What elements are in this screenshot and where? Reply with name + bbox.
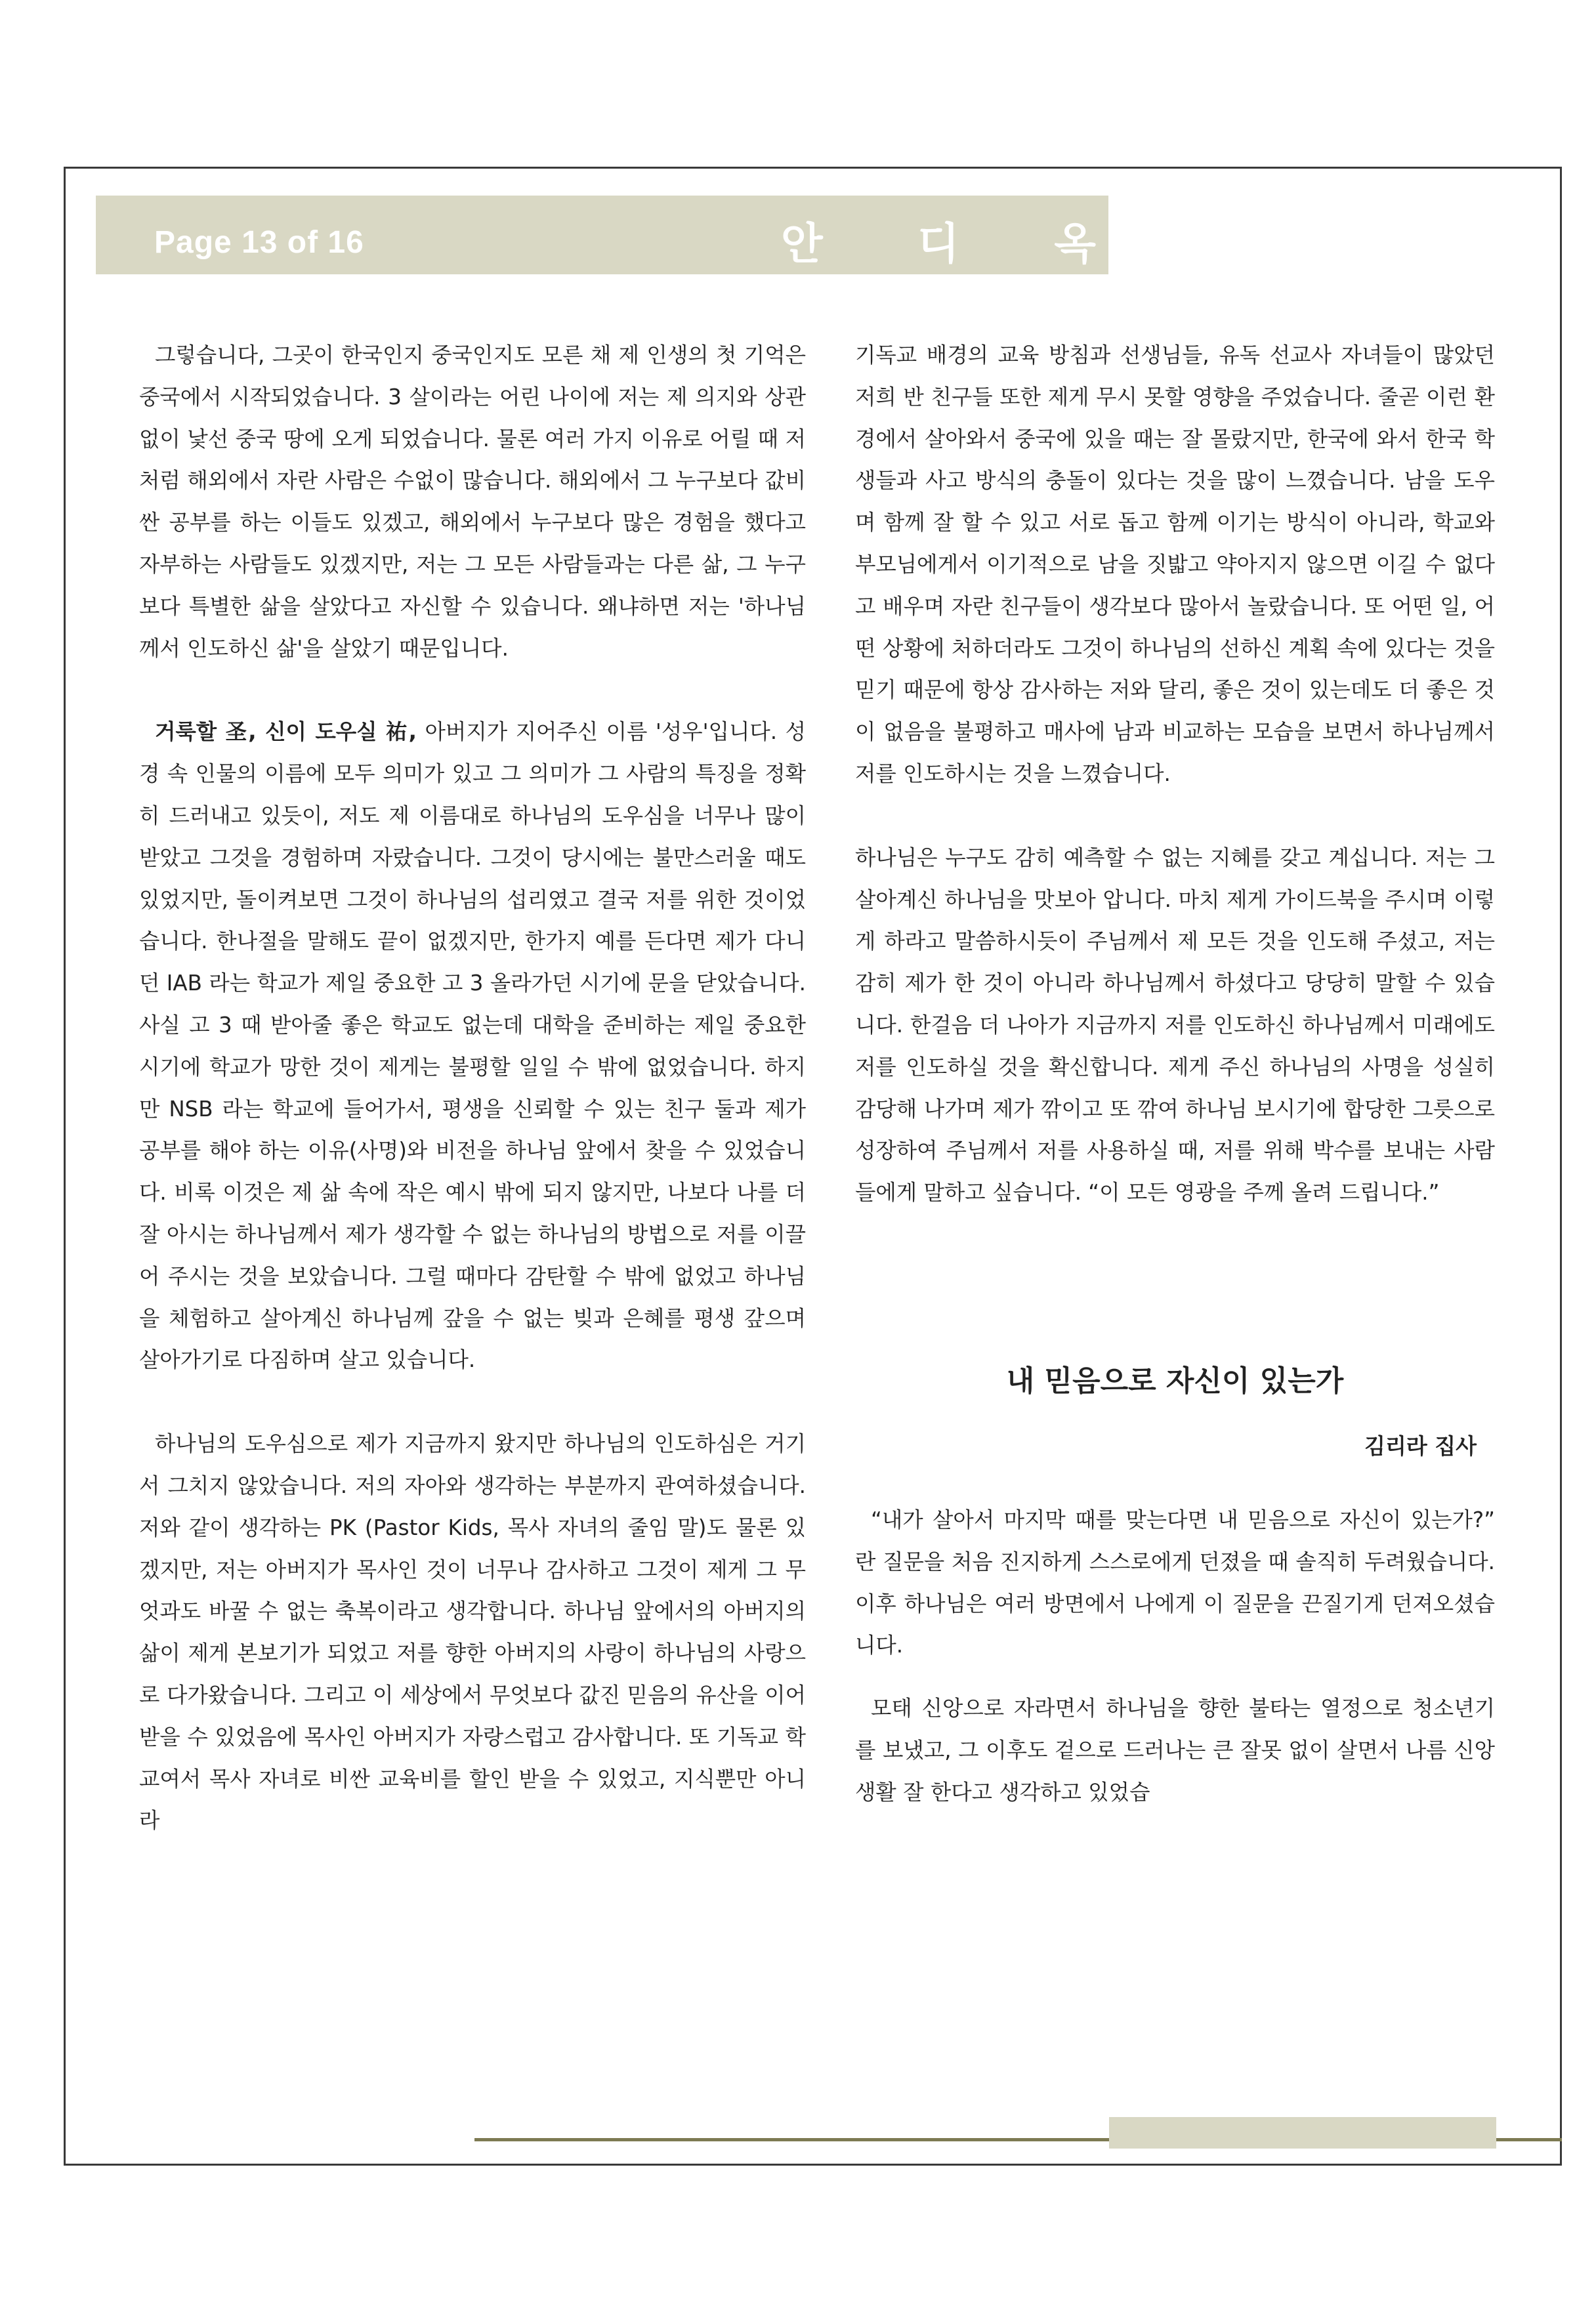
article-paragraph: “내가 살아서 마지막 때를 맞는다면 내 믿음으로 자신이 있는가?” 란 질문을 처음 진지하게 스스로에게 던졌을 때 솔직히 두려웠습니다. 이후 하나님은 여러 방면에서 나에게 이 질문을 끈질기게 던져오셨습니다. xyxy=(855,1507,1495,1658)
right-column xyxy=(855,335,1495,1814)
body-paragraph-text: 아버지가 지어주신 이름 '성우'입니다. 성경 속 인물의 이름에 모두 의미가 있고 그 의미가 그 사람의 특징을 정확히 드러내고 있듯이, 저도 제 이름대로 하나님의 도우심을 너무나 많이 받았고 그것을 경험하며 자랐습니다. 그것이 당시에는 불만스러울 때도 있었지만, 돌이켜보면 그것이 하나님의 섭리였고 결국 저를 위한 것이었습니다. 한나절을 말해도 끝이 없겠지만, 한가지 예를 든다면 제가 다니던 IAB 라는 학교가 제일 중요한 고 3 올라가던 시기에 문을 닫았습니다. 사실 고 3 때 받아줄 좋은 학교도 없는데 대학을 준비하는 제일 중요한 시기에 학교가 망한 것이 제게는 불평할 일일 수 밖에 없었습니다. 하지만 NSB 라는 학교에 들어가서, 평생을 신뢰할 수 있는 친구 둘과 제가 공부를 해야 하는 이유(사명)와 비전을 하나님 앞에서 찾을 수 있었습니다. 비록 이것은 제 삶 속에 작은 예시 밖에 되지 않지만, 나보다 나를 더 잘 아시는 하나님께서 제가 생각할 수 없는 하나님의 방법으로 저를 이끌어 주시는 것을 보았습니다. 그럴 때마다 감탄할 수 밖에 없었고 하나님을 체험하고 살아계신 하나님께 갚을 수 없는 빚과 은혜를 평생 갚으며 살아가기로 다짐하며 살고 있습니다. xyxy=(139,719,806,1373)
body-paragraph: 그렇습니다, 그곳이 한국인지 중국인지도 모른 채 제 인생의 첫 기억은 중국에서 시작되었습니다. 3 살이라는 어린 나이에 저는 제 의지와 상관없이 낯선 중국 땅에 오게 되었습니다. 물론 여러 가지 이유로 어릴 때 저처럼 해외에서 자란 사람은 수없이 많습니다. 해외에서 그 누구보다 값비싼 공부를 하는 이들도 있겠고, 해외에서 누구보다 많은 경험을 했다고 자부하는 사람들도 있겠지만, 저는 그 모든 사람들과는 다른 삶, 그 누구보다 특별한 삶을 살았다고 자신할 수 있습니다. 왜냐하면 저는 '하나님께서 인도하신 삶'을 살았기 때문입니다. xyxy=(139,343,806,661)
name-meaning-emphasis: 거룩할 圣, 신이 도우실 祐, xyxy=(155,719,417,745)
article-author: 김리라 집사 xyxy=(1364,1433,1477,1459)
article-paragraph: 모태 신앙으로 자라면서 하나님을 향한 불타는 열정으로 청소년기를 보냈고, 그 이후도 겉으로 드러나는 큰 잘못 없이 살면서 나름 신앙생활 잘 한다고 생각하고 있었습 xyxy=(855,1696,1495,1805)
page-title-char: 옥 xyxy=(1054,219,1096,269)
article-title: 내 믿음으로 자신이 있는가 xyxy=(1006,1364,1344,1398)
page-title-char: 디 xyxy=(917,219,959,269)
body-paragraph: 하나님의 도우심으로 제가 지금까지 왔지만 하나님의 인도하심은 거기서 그치지 않았습니다. 저의 자아와 생각하는 부분까지 관여하셨습니다. 저와 같이 생각하는 PK (Pastor Kids, 목사 자녀의 줄임 말)도 물론 있겠지만, 저는 아버지가 목사인 것이 너무나 감사하고 그것이 제게 그 무엇과도 바꿀 수 없는 축복이라고 생각합니다. 하나님 앞에서의 아버지의 삶이 제게 본보기가 되었고 저를 향한 아버지의 사랑이 하나님의 사랑으로 다가왔습니다. 그리고 이 세상에서 무엇보다 값진 믿음의 유산을 이어받을 수 있었음에 목사인 아버지가 자랑스럽고 감사합니다. 또 기독교 학교여서 목사 자녀로 비싼 교육비를 할인 받을 수 있었고, 지식뿐만 아니라 xyxy=(139,1431,806,1834)
page-number-label: Page 13 of 16 xyxy=(154,225,364,260)
left-column xyxy=(139,335,806,1842)
footer-band xyxy=(1109,2117,1496,2149)
page-title-char: 안 xyxy=(781,219,823,269)
body-paragraph xyxy=(139,711,806,1381)
body-paragraph: 하나님은 누구도 감히 예측할 수 없는 지혜를 갖고 계십니다. 저는 그 살아계신 하나님을 맛보아 압니다. 마치 제게 가이드북을 주시며 이렇게 하라고 말씀하시듯이 주님께서 제 모든 것을 인도해 주셨고, 저는 감히 제가 한 것이 아니라 하나님께서 하셨다고 당당히 말할 수 있습니다. 한걸음 더 나아가 지금까지 저를 인도하신 하나님께서 미래에도 저를 인도하실 것을 확신합니다. 제게 주신 하나님의 사명을 성실히 감당해 나가며 제가 깎이고 또 깎여 하나님 보시기에 합당한 그릇으로 성장하여 주님께서 저를 사용하실 때, 저를 위해 박수를 보내는 사람들에게 말하고 싶습니다. “이 모든 영광을 주께 올려 드립니다.” xyxy=(855,845,1495,1206)
body-paragraph: 기독교 배경의 교육 방침과 선생님들, 유독 선교사 자녀들이 많았던 저희 반 친구들 또한 제게 무시 못할 영향을 주었습니다. 줄곧 이런 환경에서 살아와서 중국에 있을 때는 잘 몰랐지만, 한국에 와서 한국 학생들과 사고 방식의 충돌이 있다는 것을 많이 느꼈습니다. 남을 도우며 함께 잘 할 수 있고 서로 돕고 함께 이기는 방식이 아니라, 학교와 부모님에게서 이기적으로 남을 짓밟고 약아지지 않으면 이길 수 없다고 배우며 자란 친구들이 생각보다 많아서 놀랐습니다. 또 어떤 일, 어떤 상황에 처하더라도 그것이 하나님의 선하신 계획 속에 있다는 것을 믿기 때문에 항상 감사하는 저와 달리, 좋은 것이 있는데도 더 좋은 것이 없음을 불평하고 매사에 남과 비교하는 모습을 보면서 하나님께서 저를 인도하시는 것을 느꼈습니다. xyxy=(855,343,1495,786)
page-title xyxy=(781,209,1096,271)
